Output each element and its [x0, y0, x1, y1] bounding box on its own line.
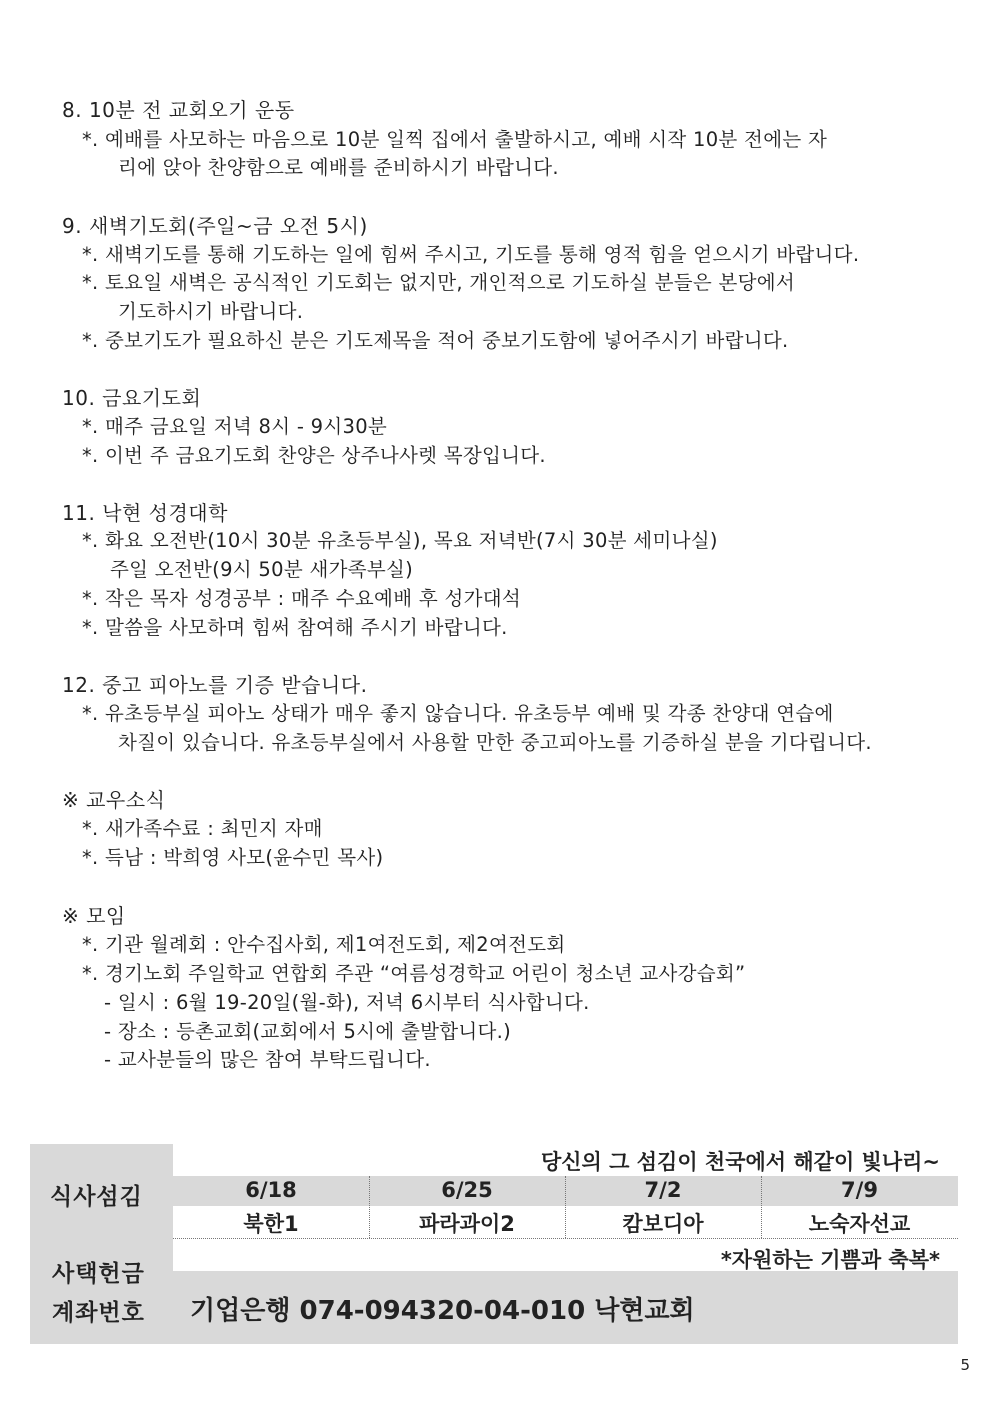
- section-8-line: *. 예배를 사모하는 마음으로 10분 일찍 집에서 출발하시고, 예배 시작 10분 전에는 자: [82, 128, 828, 151]
- meetings-detail-line: - 일시 : 6월 19-20일(월-화), 저녁 6시부터 식사합니다.: [104, 991, 590, 1014]
- section-9-line: *. 토요일 새벽은 공식적인 기도회는 없지만, 개인적으로 기도하실 분들은 본당에서: [82, 271, 796, 294]
- meetings-line: *. 기관 월례회 : 안수집사회, 제1여전도회, 제2여전도회: [82, 933, 566, 956]
- section-9-line: *. 새벽기도를 통해 기도하는 일에 힘써 주시고, 기도를 통해 영적 힘을 얻으시기 바랍니다.: [82, 243, 860, 266]
- section-12-line: 차질이 있습니다. 유초등부실에서 사용할 만한 중고피아노를 기증하실 분을 기다립니다.: [118, 731, 872, 754]
- column-divider: [761, 1176, 762, 1238]
- section-11-line: *. 화요 오전반(10시 30분 유초등부실), 목요 저녁반(7시 30분 세미나실): [82, 529, 718, 552]
- section-8-heading: 8. 10분 전 교회오기 운동: [62, 98, 295, 122]
- section-9-line: *. 중보기도가 필요하신 분은 기도제목을 적어 중보기도함에 넣어주시기 바랍니다.: [82, 329, 789, 352]
- group-cell: 파라과이2: [419, 1212, 515, 1236]
- section-10-line: *. 이번 주 금요기도회 찬양은 상주나사렛 목장입니다.: [82, 444, 546, 467]
- section-11-line: 주일 오전반(9시 50분 새가족부실): [110, 558, 414, 581]
- date-cell: 7/9: [841, 1178, 878, 1202]
- meetings-detail-line: - 장소 : 등촌교회(교회에서 5시에 출발합니다.): [104, 1020, 512, 1043]
- section-10-heading: 10. 금요기도회: [62, 386, 202, 410]
- account-number: 기업은행 074-094320-04-010 낙현교회: [190, 1296, 695, 1326]
- meetings-line: *. 경기노회 주일학교 연합회 주관 “여름성경학교 어린이 청소년 교사강습회”: [82, 962, 746, 985]
- section-11-heading: 11. 낙현 성경대학: [62, 501, 228, 525]
- date-cell: 6/25: [441, 1178, 493, 1202]
- section-12-line: *. 유초등부실 피아노 상태가 매우 좋지 않습니다. 유초등부 예배 및 각종 찬양대 연습에: [82, 702, 834, 725]
- church-news-line: *. 새가족수료 : 최민지 자매: [82, 817, 323, 840]
- motto-text: 당신의 그 섬김이 천국에서 해같이 빛나리~: [540, 1150, 940, 1174]
- group-cell: 캄보디아: [622, 1212, 704, 1236]
- offering-label: 사택헌금: [52, 1261, 145, 1287]
- row-divider: [173, 1238, 958, 1239]
- meal-service-label: 식사섬김: [50, 1184, 143, 1210]
- page-number: 5: [960, 1356, 970, 1374]
- date-cell: 7/2: [644, 1178, 682, 1202]
- section-11-line: *. 작은 목자 성경공부 : 매주 수요예배 후 성가대석: [82, 587, 522, 610]
- section-12-heading: 12. 중고 피아노를 기증 받습니다.: [62, 673, 368, 697]
- church-news-line: *. 득남 : 박희영 사모(윤수민 목사): [82, 846, 384, 869]
- service-table: [30, 1144, 958, 1344]
- section-9-line: 기도하시기 바랍니다.: [118, 300, 304, 323]
- section-10-line: *. 매주 금요일 저녁 8시 - 9시30분: [82, 415, 388, 438]
- section-11-line: *. 말씀을 사모하며 힘써 참여해 주시기 바랍니다.: [82, 616, 508, 639]
- meetings-detail-line: - 교사분들의 많은 참여 부탁드립니다.: [104, 1048, 431, 1071]
- meetings-heading: ※ 모임: [62, 904, 126, 928]
- offering-note: *자원하는 기쁨과 축복*: [720, 1248, 940, 1272]
- column-divider: [565, 1176, 566, 1238]
- section-8-line: 리에 앉아 찬양함으로 예배를 준비하시기 바랍니다.: [118, 156, 559, 179]
- column-divider: [369, 1176, 370, 1238]
- section-9-heading: 9. 새벽기도회(주일~금 오전 5시): [62, 214, 368, 238]
- group-cell: 북한1: [243, 1212, 299, 1236]
- church-news-heading: ※ 교우소식: [62, 788, 166, 812]
- date-cell: 6/18: [245, 1178, 297, 1202]
- account-label: 계좌번호: [52, 1300, 145, 1326]
- group-cell: 노숙자선교: [808, 1212, 911, 1236]
